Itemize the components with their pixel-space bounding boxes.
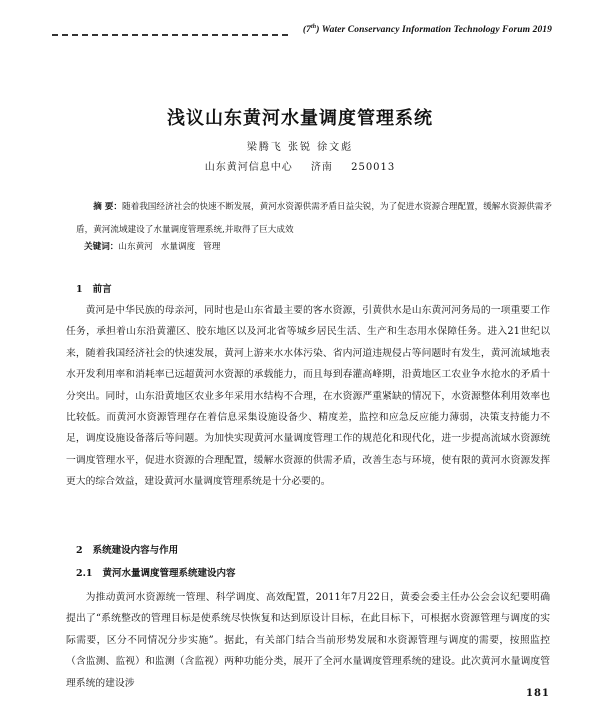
affiliation-org: 山东黄河信息中心 [204, 162, 293, 173]
running-header [292, 24, 552, 35]
affiliation-city: 济南 [310, 162, 333, 173]
paper-title: 浅议山东黄河水量调度管理系统 [167, 108, 433, 129]
abstract-label: 摘 要： [93, 202, 122, 212]
section-number: 1 [76, 284, 83, 295]
abstract [76, 196, 552, 242]
header-rule [52, 34, 288, 36]
section-number: 2.1 [76, 568, 93, 579]
keyword: 山东黄河 [118, 242, 153, 252]
section-title: 前言 [92, 284, 112, 295]
section-heading-1 [76, 281, 112, 295]
abstract-text: 随着我国经济社会的快速不断发展，黄河水资源供需矛盾日益尖锐，为了促进水资源合理配置，缓解水资源供需矛盾，黄河流域建设了水量调度管理系统,并取得了巨大成效 [76, 202, 552, 235]
keywords-label: 关键词： [84, 242, 119, 252]
section-heading-2 [76, 542, 178, 556]
header-title-sup: th [310, 24, 317, 30]
keyword: 水量调度 [160, 242, 196, 252]
header-title-rest: ) Water Conservancy Information Technology Forum 2019 [316, 25, 552, 36]
affiliation [0, 158, 600, 173]
section-number: 2 [76, 545, 83, 556]
body-paragraph-2: 为推动黄河水资源统一管理、科学调度、高效配置，2011年7月22日，黄委会委主任办公会会议纪要明确提出了“系统整改的管理目标是使系统尽快恢复和达到原设计目标，在此目标下，可根据水资源管理与调度的实际需要，区分不同情况分步实施”。据此，有关部门结合当前形势发展和水资源管理与调度的需要，按照监控（含监测、监视）和监测（含监视）两种功能分类，展开了全河水量调度管理系统的建设。此次黄河水量调度管理系统的建设涉 [66, 592, 550, 689]
keyword: 管理 [203, 242, 221, 252]
header-title-prefix: (7 [302, 25, 311, 36]
authors: 梁腾飞 张锐 徐文彪 [246, 142, 354, 153]
section-title: 系统建设内容与作用 [92, 545, 179, 556]
page-number: 181 [526, 688, 550, 699]
subsection-heading-2-1 [76, 565, 236, 579]
affiliation-postcode: 250013 [351, 162, 396, 173]
section-title: 黄河水量调度管理系统建设内容 [102, 568, 236, 579]
keywords [84, 240, 228, 252]
body-paragraph-1: 黄河是中华民族的母亲河，同时也是山东省最主要的客水资源，引黄供水是山东黄河河务局的一项重要工作任务，承担着山东沿黄灌区、胶东地区以及河北省等城乡居民生活、生产和生态用水保障任务。进入21世纪以来，随着我国经济社会的快速发展，黄河上游来水水体污染、省内河道违规侵占等问题时有发生，黄河流域地表水开发利用率和消耗率已远超黄河水资源的承载能力，而且每到春灌高峰期，沿黄地区工农业争水抢水的矛盾十分突出。同时，山东沿黄地区农业多年采用水结构不合理，在水资源严重紧缺的情况下，水资源整体利用效率也比较低。而黄河水资源管理存在着信息采集设施设备少、精度差，监控和应急反应能力薄弱，决策支持能力不足，调度设施设备落后等问题。为加快实现黄河水量调度管理工作的规范化和现代化，进一步提高流域水资源统一调度管理水平，促进水资源的合理配置，缓解水资源的供需矛盾，改善生态与环境，使有限的黄河水资源发挥更大的综合效益，建设黄河水量调度管理系统是十分必要的。 [66, 305, 550, 488]
